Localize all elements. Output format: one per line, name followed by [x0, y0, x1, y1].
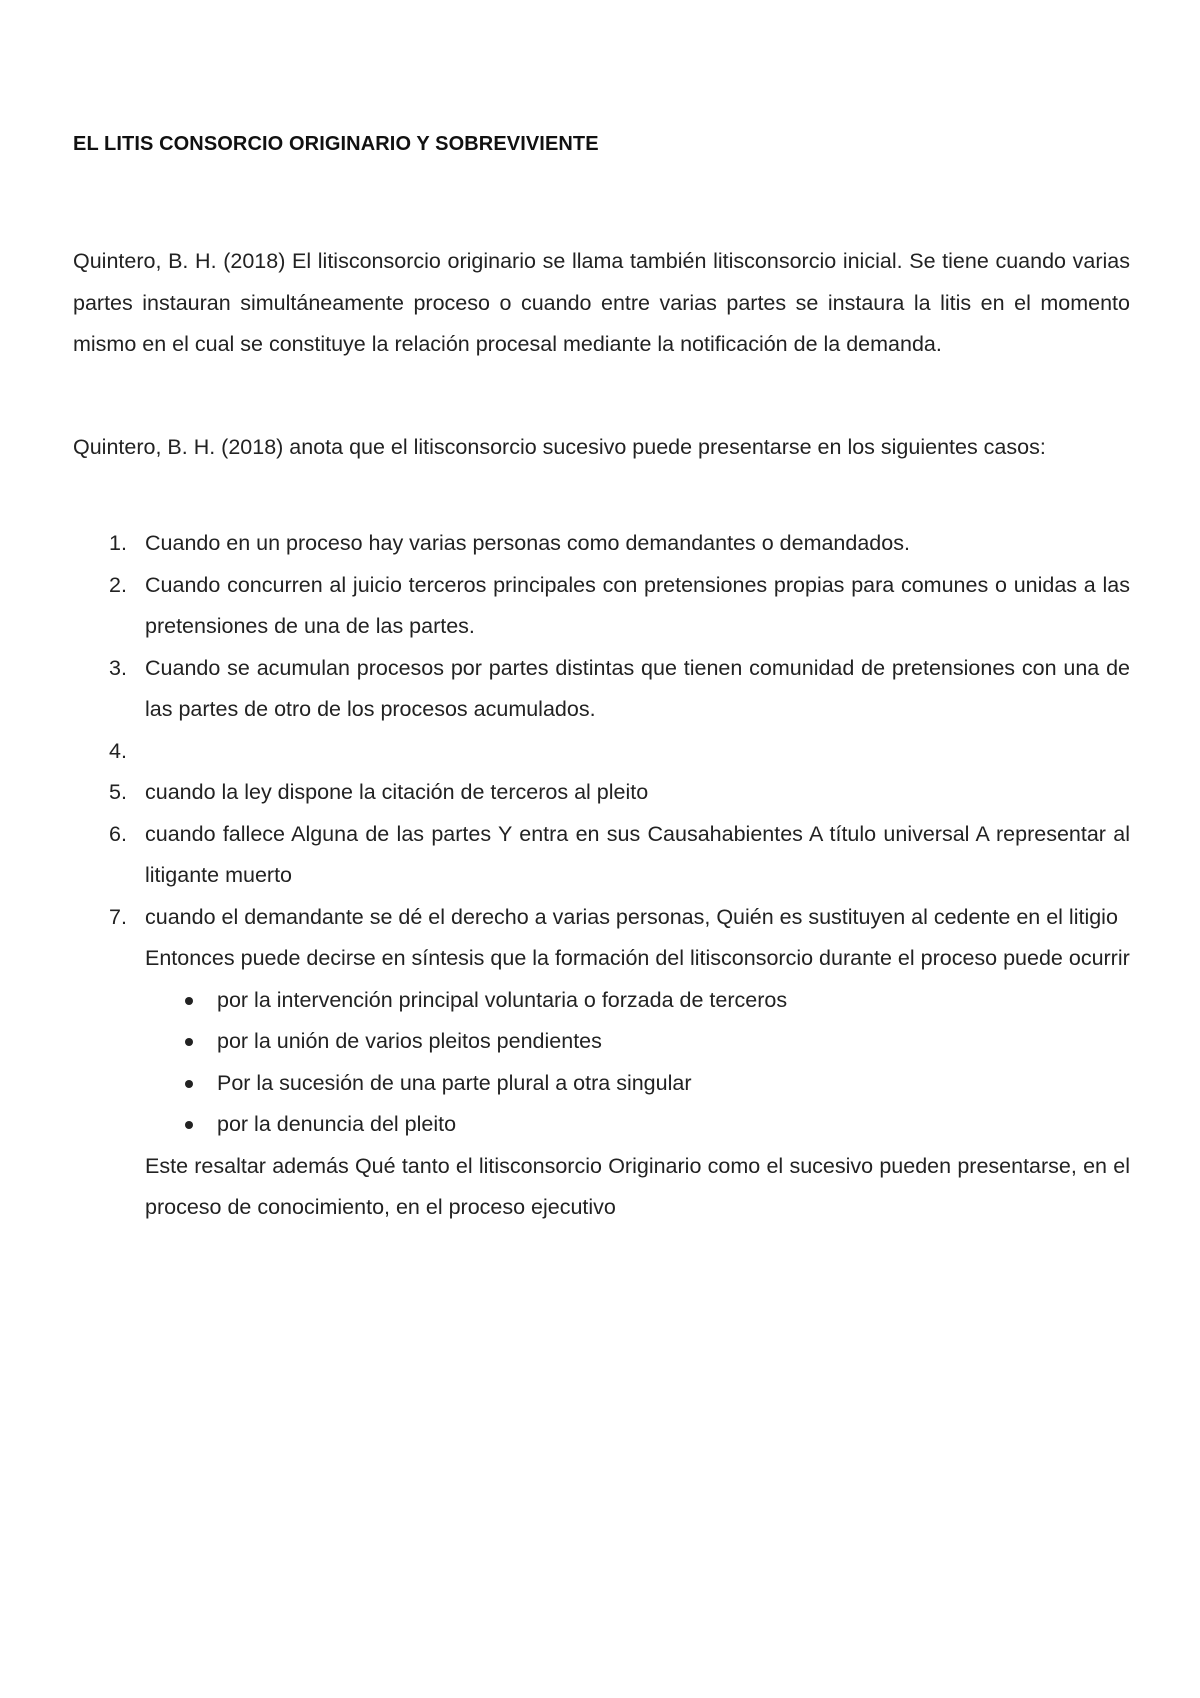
bullet-item	[73, 1021, 1130, 1063]
list-number: 4.	[109, 738, 127, 763]
list-item	[73, 565, 1130, 648]
bullet-item-text: por la denuncia del pleito	[217, 1112, 457, 1136]
bullet-list	[73, 980, 1130, 1146]
bullet-item-text: por la unión de varios pleitos pendientes	[217, 1029, 602, 1053]
document-title: EL LITIS CONSORCIO ORIGINARIO Y SOBREVIVIENTE	[73, 133, 599, 155]
list-item-text: Cuando se acumulan procesos por partes distintas que tienen comunidad de pretensiones con una de las partes de otro de los procesos acumulados.	[145, 655, 1130, 721]
list-item-text: cuando fallece Alguna de las partes Y entra en sus Causahabientes A título universal A representar al litigante muerto	[145, 821, 1130, 887]
bullet-item	[73, 1104, 1130, 1146]
bullet-dot-icon	[185, 1038, 193, 1046]
list-number: 6.	[109, 821, 127, 846]
bullet-dot-icon	[185, 1121, 193, 1129]
list-item	[73, 772, 1130, 814]
bullet-dot-icon	[185, 1080, 193, 1088]
bullet-item	[73, 980, 1130, 1022]
list-number: 7.	[109, 904, 127, 929]
bullet-item-text: por la intervención principal voluntaria o forzada de terceros	[217, 987, 788, 1012]
paragraph-originario: Quintero, B. H. (2018) El litisconsorcio originario se llama también litisconsorcio inicial. Se tiene cuando varias partes instauran simultáneamente proceso o cuando entre varias partes se instaura la litis en el momento mismo en el cual se constituye la relación procesal mediante la notificación de la demanda.	[73, 249, 1130, 356]
list-number: 3.	[109, 655, 127, 680]
bullet-dot-icon	[185, 997, 193, 1005]
bullets-intro-paragraph: Entonces puede decirse en síntesis que la formación del litisconsorcio durante el proceso puede ocurrir	[145, 946, 1130, 970]
bullet-item	[73, 1063, 1130, 1105]
bullet-item-text: Por la sucesión de una parte plural a otra singular	[217, 1070, 692, 1095]
list-number: 2.	[109, 572, 127, 597]
list-item-text: cuando la ley dispone la citación de terceros al pleito	[145, 780, 649, 804]
list-item-text: Cuando en un proceso hay varias personas como demandantes o demandados.	[145, 531, 910, 555]
list-item	[73, 814, 1130, 897]
list-item	[73, 648, 1130, 731]
numbered-list	[73, 523, 1130, 1229]
list-number: 5.	[109, 780, 127, 804]
list-item-empty	[73, 731, 1130, 773]
list-item	[73, 897, 1130, 1229]
closing-paragraph: Este resaltar además Qué tanto el litisconsorcio Originario como el sucesivo pueden presentarse, en el proceso de conocimiento, en el proceso ejecutivo	[145, 1153, 1130, 1219]
list-item	[73, 523, 1130, 565]
list-number: 1.	[109, 531, 127, 555]
list-item-text: Cuando concurren al juicio terceros principales con pretensiones propias para comunes o unidas a las pretensiones de una de las partes.	[145, 572, 1130, 638]
list-item-text: cuando el demandante se dé el derecho a varias personas, Quién es sustituyen al cedente en el litigio	[145, 904, 1118, 929]
paragraph-sucesivo-intro: Quintero, B. H. (2018) anota que el litisconsorcio sucesivo puede presentarse en los siguientes casos:	[73, 435, 1046, 459]
